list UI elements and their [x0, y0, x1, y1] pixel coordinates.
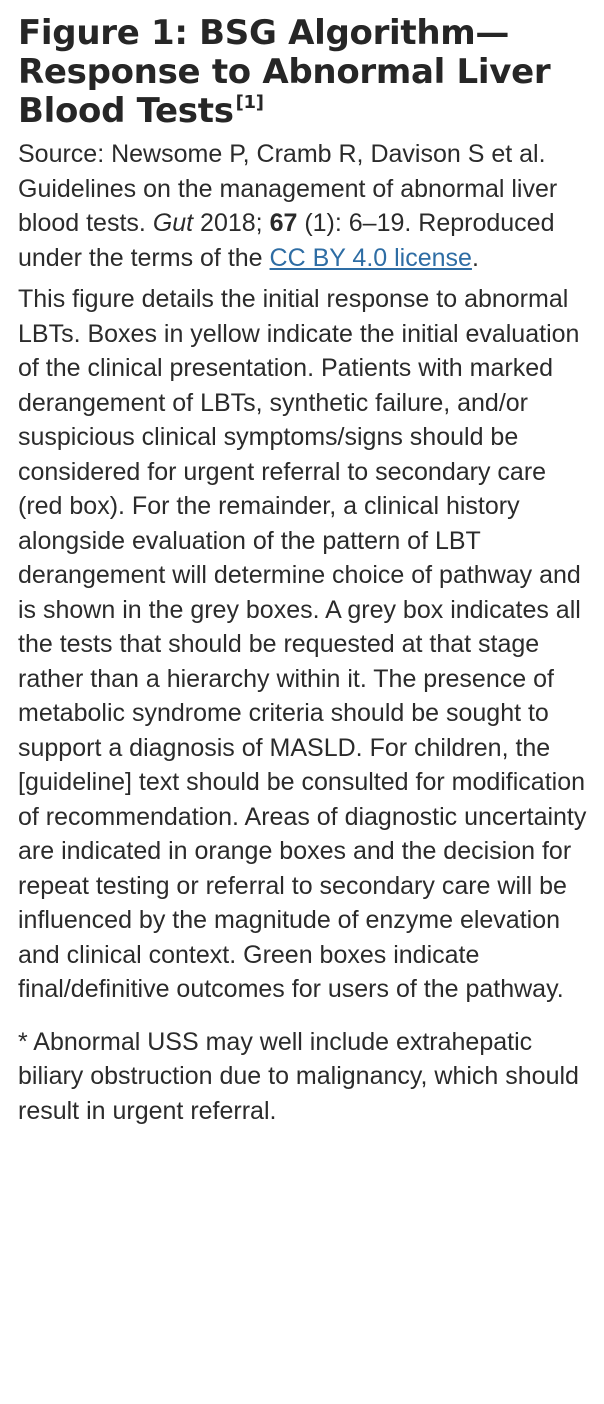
figure-description: This figure details the initial response to abnormal LBTs. Boxes in yellow indicate the initial evaluation of the clinical presentation. Patients with marked derangement of LBTs, synthetic failure, and/or suspicious clinical symptoms/signs should be considered for urgent referral to secondary care (red box). For the remainder, a clinical history alongside evaluation of the pattern of LBT derangement will determine choice of pathway and is shown in the grey boxes. A grey box indicates all the tests that should be requested at that stage rather than a hierarchy within it. The presence of metabolic syndrome criteria should be sought to support a diagnosis of MASLD. For children, the [guideline] text should be consulted for modification of recommendation. Areas of diagnostic uncertainty are indicated in orange boxes and the decision for repeat testing or referral to secondary care will be influenced by the magnitude of enzyme elevation and clinical context. Green boxes indicate final/definitive outcomes for users of the pathway. [18, 285, 587, 1003]
license-link[interactable]: CC BY 4.0 license [269, 243, 472, 272]
source-issue-pages: (1): 6–19. Reproduced under the terms of the [18, 209, 555, 272]
figure-title [18, 14, 594, 131]
journal-volume: 67 [269, 209, 298, 237]
figure-source [18, 137, 594, 275]
figure-reference: [1] [235, 91, 264, 113]
figure-footnote: * Abnormal USS may well include extrahepatic biliary obstruction due to malignancy, which should result in urgent referral. [18, 1027, 579, 1125]
source-suffix: . [471, 243, 479, 272]
source-year: 2018; [193, 209, 270, 237]
figure-title-text: Figure 1: BSG Algorithm—Response to Abnormal Liver Blood Tests [18, 13, 551, 131]
journal-name: Gut [152, 209, 194, 237]
source-citation: Source: Newsome P, Cramb R, Davison S et al. Guidelines on the management of abnormal liver blood tests. [18, 140, 558, 237]
